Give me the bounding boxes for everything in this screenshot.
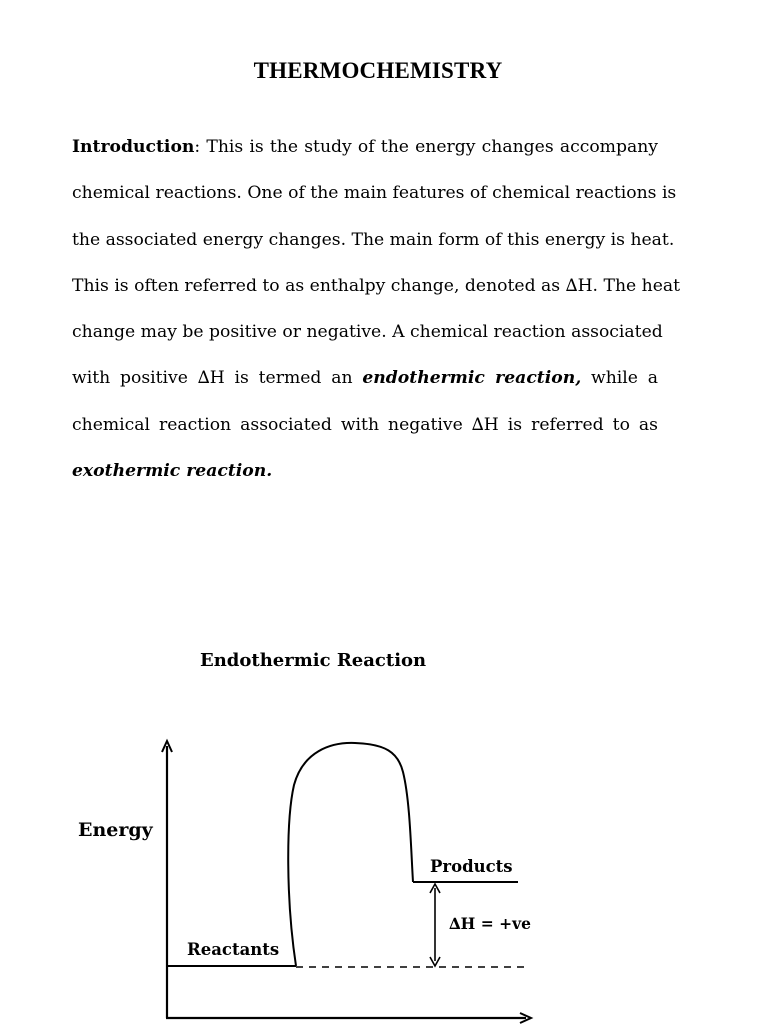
energy-axis-label: Energy <box>78 819 153 841</box>
intro-line-7: chemical reaction associated with negative ∆H is referred to as <box>72 414 658 435</box>
intro-line-6-post: while a <box>581 368 659 389</box>
intro-line-5: change may be positive or negative. A chemical reaction associated <box>72 322 663 343</box>
intro-line-3: the associated energy changes. The main form of this energy is heat. <box>72 229 675 250</box>
energy-curve <box>288 743 413 966</box>
intro-line-1-text: : This is the study of the energy changes accompany <box>194 137 658 157</box>
delta-h-label: ∆H = +ve <box>449 914 531 933</box>
intro-line-1 <box>72 124 658 170</box>
energy-profile-diagram <box>0 720 768 1024</box>
endothermic-term: endothermic reaction, <box>362 368 582 389</box>
intro-line-6-pre: with positive ∆H is termed an <box>72 368 363 389</box>
exothermic-term: exothermic reaction. <box>72 461 273 482</box>
reactants-label: Reactants <box>187 940 280 959</box>
intro-line-8 <box>72 448 658 494</box>
products-label: Products <box>430 857 513 876</box>
intro-line-2: chemical reactions. One of the main features of chemical reactions is <box>72 183 677 204</box>
intro-line-4: This is often referred to as enthalpy change, denoted as ∆H. The heat <box>72 275 681 296</box>
page-title: THERMOCHEMISTRY <box>253 58 503 83</box>
intro-lead: Introduction <box>72 137 195 157</box>
intro-line-6 <box>72 355 658 401</box>
figure-title: Endothermic Reaction <box>200 650 427 671</box>
intro-paragraph <box>72 124 681 494</box>
